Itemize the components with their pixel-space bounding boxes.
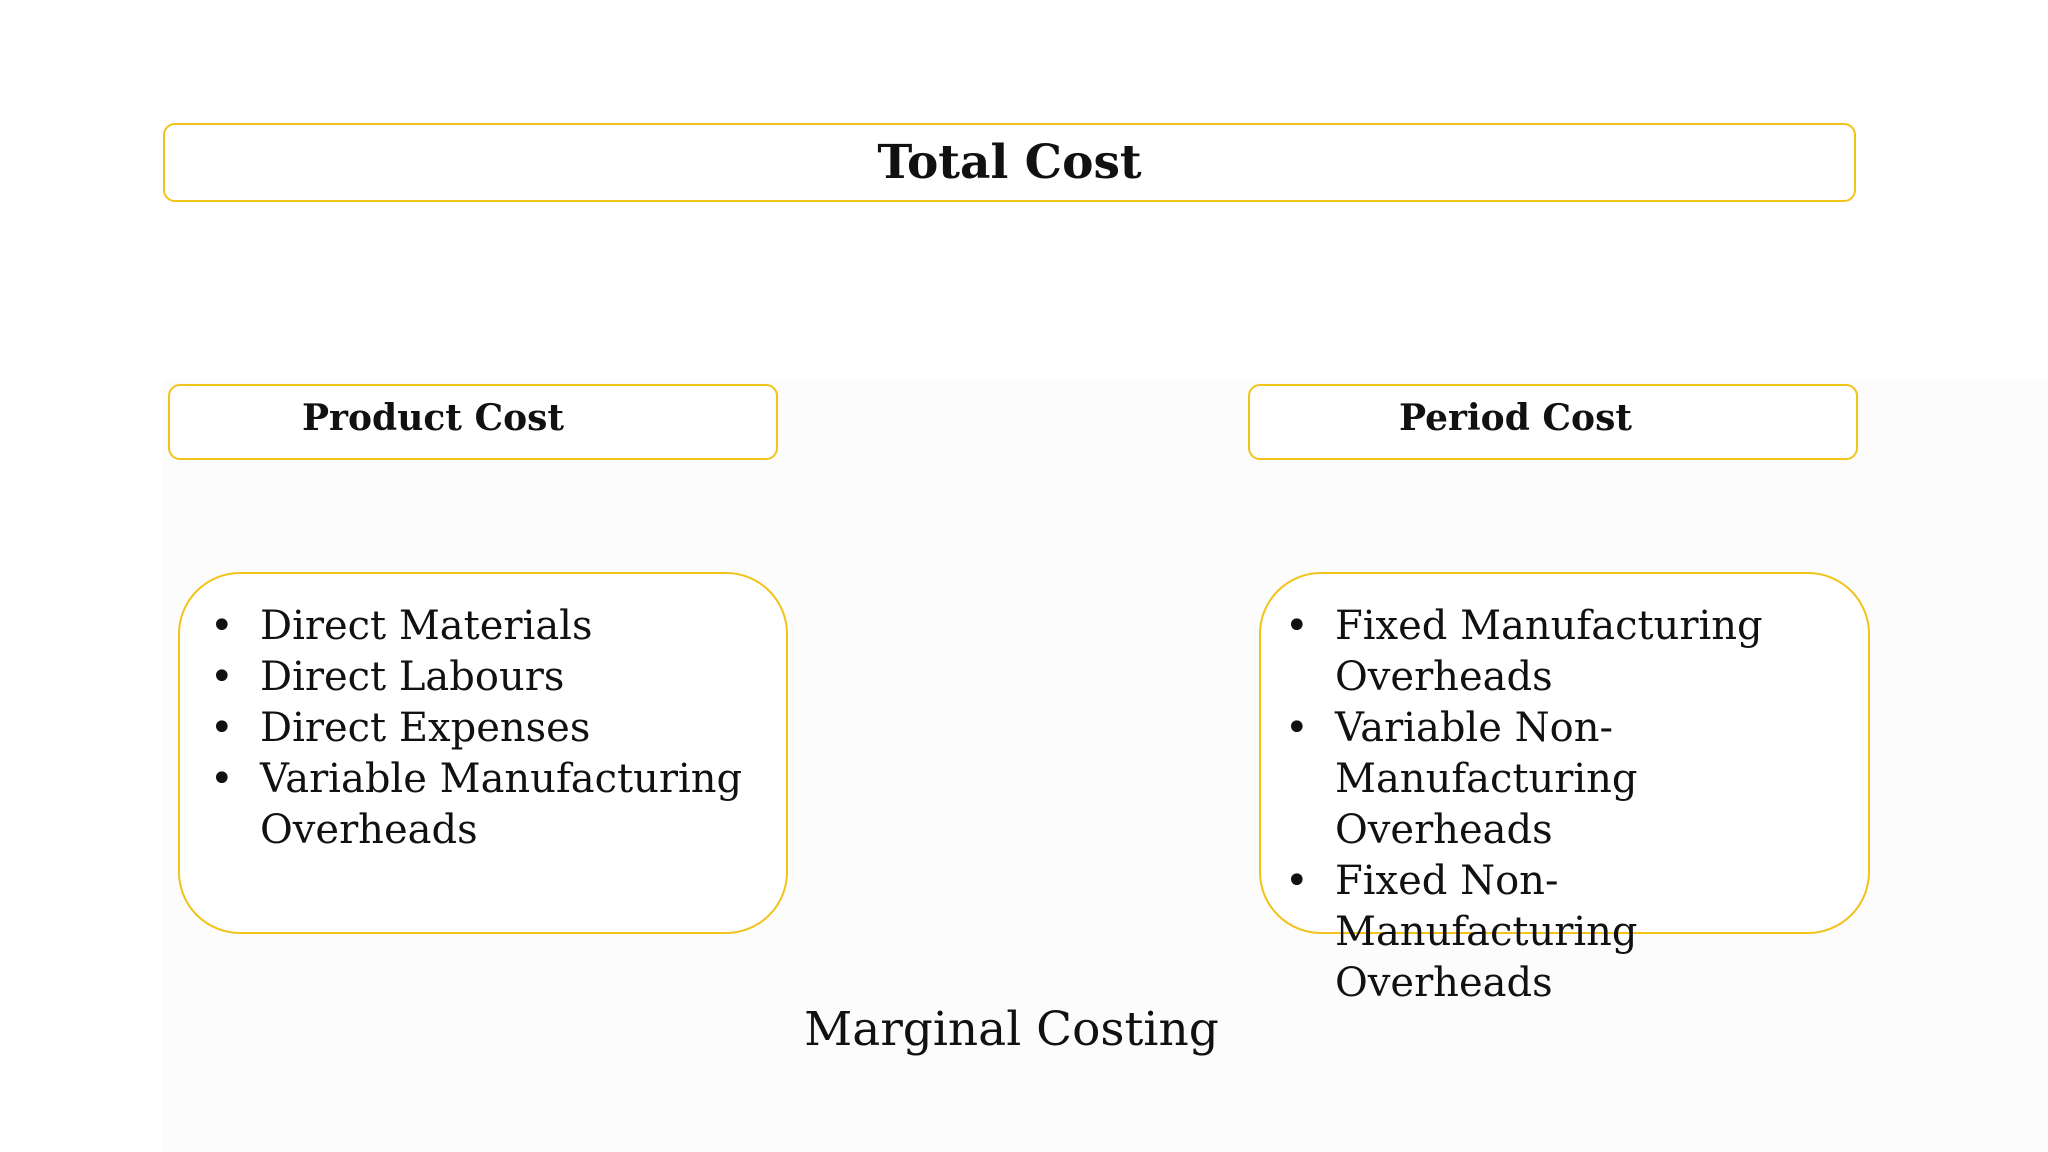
period-cost-box: [1248, 384, 1858, 460]
period-cost-heading: Period Cost: [1399, 397, 1632, 439]
period-cost-items-box: [1259, 572, 1870, 1006]
total-cost-title: Total Cost: [877, 135, 1142, 190]
period-cost-list: [1285, 601, 1855, 1009]
list-item: • Fixed Non-Manufacturing Overheads: [1285, 856, 1855, 1009]
list-item: • Fixed Manufacturing Overheads: [1285, 601, 1855, 703]
product-cost-list: [210, 601, 770, 856]
list-item: • Direct Materials: [210, 601, 770, 652]
list-item: • Direct Labours: [210, 652, 770, 703]
caption-text: Marginal Costing: [804, 1002, 1219, 1057]
total-cost-box: [163, 123, 1856, 202]
list-item: • Direct Expenses: [210, 703, 770, 754]
list-item: • Variable Non-Manufacturing Overheads: [1285, 703, 1855, 856]
caption: [0, 1002, 2048, 1057]
product-cost-box: [168, 384, 778, 460]
product-cost-items-box: [178, 572, 788, 934]
list-item: • Variable Manufacturing Overheads: [210, 754, 770, 856]
product-cost-heading: Product Cost: [301, 397, 565, 439]
